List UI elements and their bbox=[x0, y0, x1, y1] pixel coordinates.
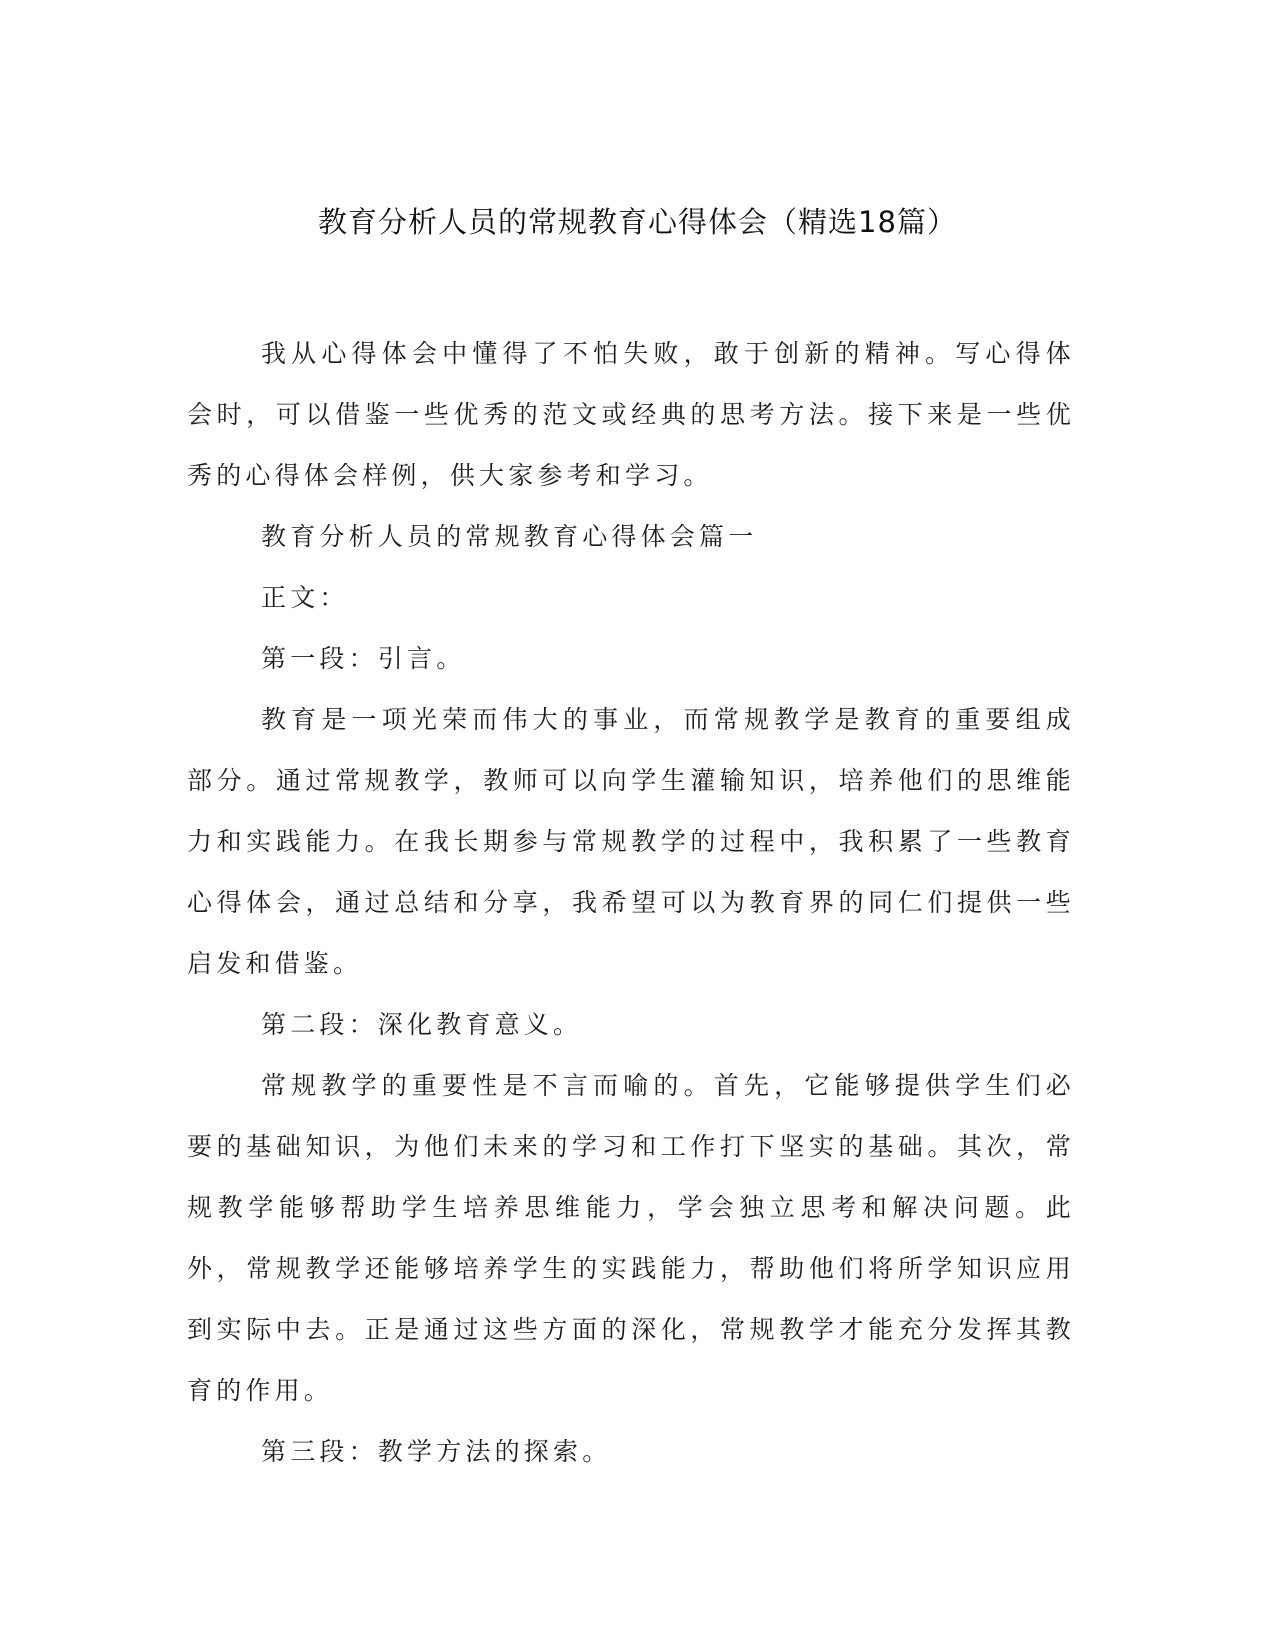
body-label: 正文： bbox=[261, 583, 349, 612]
section-heading: 教育分析人员的常规教育心得体会篇一 bbox=[261, 522, 758, 551]
body-paragraph: 教育是一项光荣而伟大的事业，而常规教学是教育的重要组成部分。通过常规教学，教师可以向学生灌输知识，培养他们的思维能力和实践能力。在我长期参与常规教学的过程中，我积累了一些教育心得体会，通过总结和分享，我希望可以为教育界的同仁们提供一些启发和借鉴。 bbox=[187, 705, 1075, 978]
intro-paragraph: 我从心得体会中懂得了不怕失败，敢于创新的精神。写心得体会时，可以借鉴一些优秀的范文或经典的思考方法。接下来是一些优秀的心得体会样例，供大家参考和学习。 bbox=[187, 339, 1075, 490]
document-body bbox=[187, 323, 1075, 1482]
paragraph-heading: 第三段：教学方法的探索。 bbox=[261, 1437, 612, 1466]
paragraph-heading: 第一段：引言。 bbox=[261, 644, 466, 673]
paragraph-heading: 第二段：深化教育意义。 bbox=[261, 1010, 583, 1039]
body-paragraph: 常规教学的重要性是不言而喻的。首先，它能够提供学生们必要的基础知识，为他们未来的学习和工作打下坚实的基础。其次，常规教学能够帮助学生培养思维能力，学会独立思考和解决问题。此外，常规教学还能够培养学生的实践能力，帮助他们将所学知识应用到实际中去。正是通过这些方面的深化，常规教学才能充分发挥其教育的作用。 bbox=[187, 1071, 1075, 1405]
document-title: 教育分析人员的常规教育心得体会（精选18篇） bbox=[318, 205, 957, 239]
